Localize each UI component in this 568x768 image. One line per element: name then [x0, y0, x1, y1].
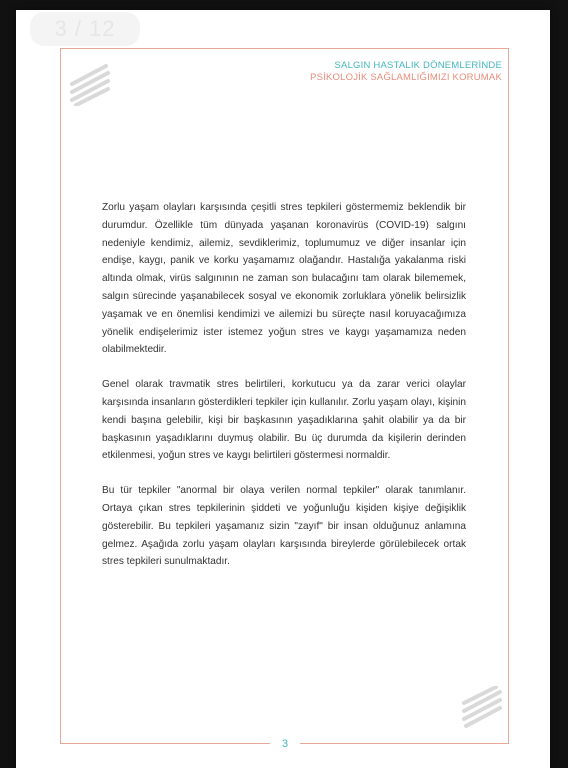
document-header — [310, 60, 502, 84]
diagonal-stripes-icon — [460, 686, 504, 730]
paragraph: Genel olarak travmatik stres belirtileri, korkutucu ya da zarar verici olaylar karşısında insanların gösterdikleri tepkiler için kullanılır. Zorlu yaşam olayı, kişinin kendi başına gelebilir, kişi bir başkasının yaşadıklarına şahit olabilir ya da bir başkasının yaşadıklarını duymuş olabilir. Bu üç durumda da kişilerin derinden etkilenmesi, yoğun stres ve kaygı belirtileri göstermesi normaldir. — [102, 379, 466, 462]
header-title-line2: PSİKOLOJİK SAĞLAMLIĞIMIZI KORUMAK — [310, 72, 502, 83]
page-counter: 3 / 12 — [30, 12, 140, 46]
body-text — [102, 199, 466, 588]
paragraph: Zorlu yaşam olayları karşısında çeşitli stres tepkileri göstermemiz beklendik bir durumdur. Özellikle tüm dünyada yaşanan koronavirüs (COVID-19) salgını nedeniyle kendimiz, ailemiz, sevdiklerimiz, toplumumuz ve diğer insanlar için endişe, kaygı, panik ve korku yaşamamız olağandır. Hastalığa yakalanma riski altında olmak, virüs salgınının ne zaman son bulacağını tam olarak bilememek, salgın sürecinde yaşanabilecek sosyal ve ekonomik zorluklara yönelik belirsizlik yaşamak ve en önemlisi kendimizi ve ailemizi bu süreçte nasıl koruyacağımıza yönelik endişelerimiz ister istemez yoğun stres ve kaygı yaşamamıza neden olabilmektedir. — [102, 202, 466, 356]
header-title-line1: SALGIN HASTALIK DÖNEMLERİNDE — [334, 60, 502, 71]
diagonal-stripes-icon — [68, 62, 112, 106]
paragraph: Bu tür tepkiler "anormal bir olaya verilen normal tepkiler" olarak tanımlanır. Ortaya çıkan stres tepkilerinin şiddeti ve yoğunluğu kişiden kişiye değişiklik gösterebilir. Bu tepkileri yaşamanız sizin "zayıf" bir insan olduğunuz anlamına gelmez. Aşağıda zorlu yaşam olayları karşısında bireylerde görülebilecek ortak stres tepkileri sunulmaktadır. — [102, 485, 466, 568]
page-number: 3 — [270, 736, 300, 752]
